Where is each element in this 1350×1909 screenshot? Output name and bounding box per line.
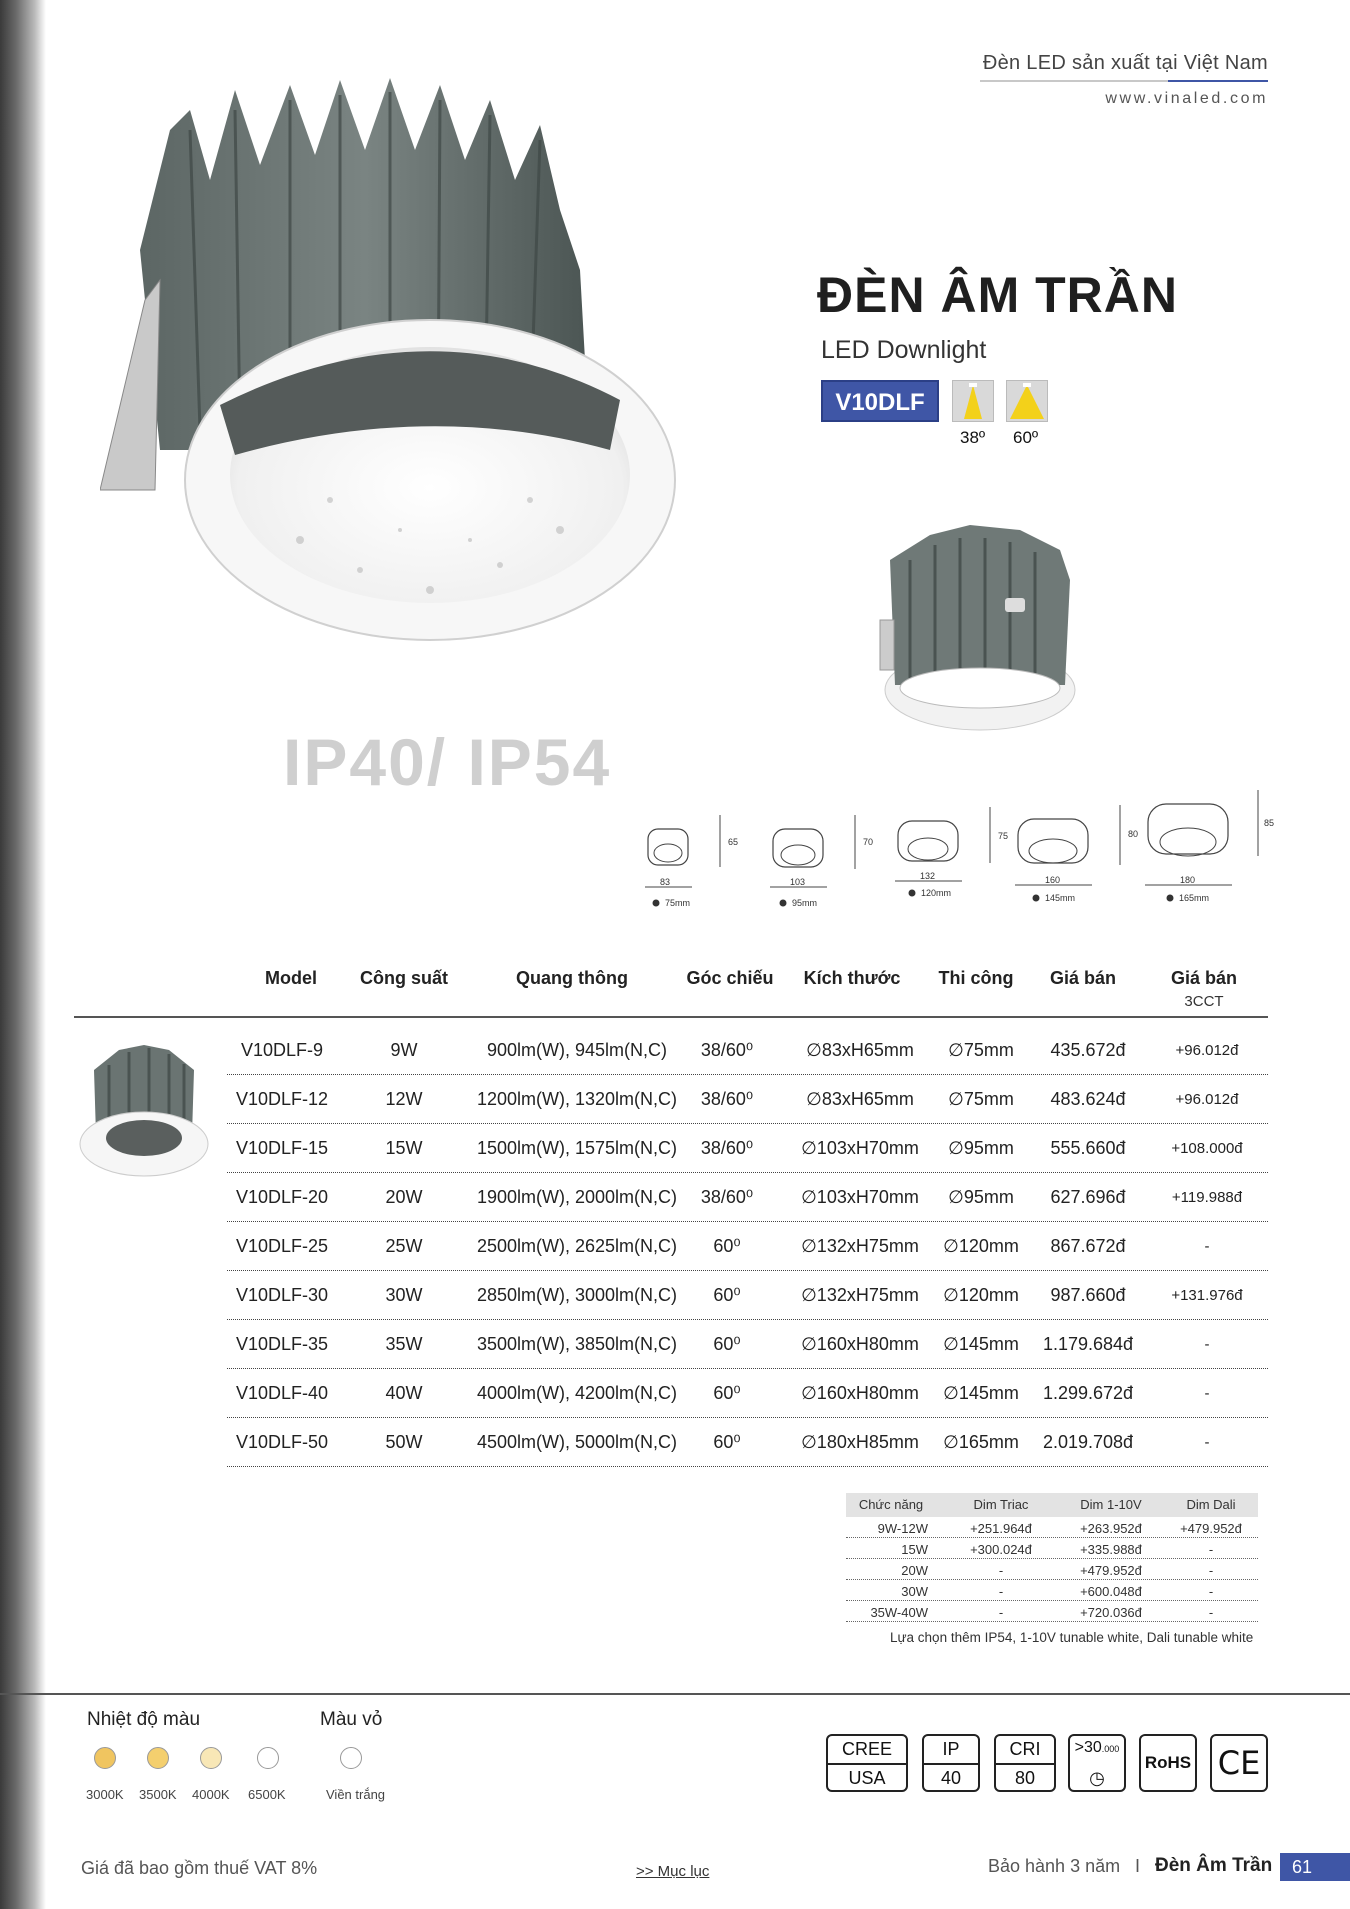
ce-badge: CE — [1210, 1734, 1268, 1792]
dimension-drawing — [770, 815, 873, 908]
table-row: V10DLF-15 15W 1500lm(W), 1575lm(N,C) 38/60⁰ ∅103xH70mm ∅95mm 555.660đ +108.000đ — [227, 1124, 1268, 1173]
color-temp-label: Nhiệt độ màu — [87, 1709, 201, 1730]
dim-height: 75 — [998, 831, 1009, 841]
dim-width: 103 — [790, 877, 806, 887]
color-temp-option: 4000K — [192, 1787, 230, 1802]
table-row: 35W-40W - +720.036đ - — [846, 1601, 1258, 1622]
table-row: V10DLF-12 12W 1200lm(W), 1320lm(N,C) 38/60⁰ ∅83xH65mm ∅75mm 483.624đ +96.012đ — [227, 1075, 1268, 1124]
color-temp-swatch — [200, 1747, 222, 1769]
col-header-3cct-sub: 3CCT — [1184, 993, 1224, 1010]
footer-divider — [0, 1693, 1350, 1695]
table-row: 9W-12W +251.964đ +263.952đ +479.952đ — [846, 1517, 1258, 1538]
beam-60-icon — [1006, 380, 1048, 422]
dim-cutout: 145mm — [1045, 893, 1076, 903]
dimming-table — [846, 1493, 1258, 1622]
col-header-price: Giá bán — [1049, 968, 1116, 988]
col-header-beam: Góc chiếu — [686, 968, 774, 988]
model-badge: V10DLF — [821, 380, 939, 422]
downlight-hero-image — [100, 70, 720, 700]
page-edge-gradient — [0, 0, 46, 1909]
col-header-price-3cct: Giá bán — [1170, 968, 1237, 988]
table-row: V10DLF-35 35W 3500lm(W), 3850lm(N,C) 60⁰ ∅160xH80mm ∅145mm 1.179.684đ - — [227, 1320, 1268, 1369]
dimension-drawing — [895, 807, 1008, 898]
dim-cutout: 75mm — [665, 898, 691, 908]
cree-badge: CREE USA — [826, 1734, 908, 1792]
dimension-drawings — [640, 775, 1280, 915]
table-row: 15W +300.024đ +335.988đ - — [846, 1538, 1258, 1559]
dim-width: 160 — [1045, 875, 1061, 885]
table-row: 20W - +479.952đ - — [846, 1559, 1258, 1580]
dimming-table-header: Chức năng Dim Triac Dim 1-10V Dim Dali — [846, 1493, 1258, 1517]
product-title: ĐÈN ÂM TRẦN — [817, 267, 1178, 323]
dim-height: 70 — [863, 837, 874, 847]
color-temp-swatch — [147, 1747, 169, 1769]
table-row: V10DLF-25 25W 2500lm(W), 2625lm(N,C) 60⁰ ∅132xH75mm ∅120mm 867.672đ - — [227, 1222, 1268, 1271]
dim-height: 65 — [728, 837, 739, 847]
vat-note: Giá đã bao gồm thuế VAT 8% — [81, 1858, 318, 1878]
dim-height: 80 — [1128, 829, 1139, 839]
color-temp-option: 6500K — [248, 1787, 286, 1802]
col-header-size: Kích thước — [803, 968, 901, 988]
col-header-model: Model — [265, 968, 317, 988]
color-temp-option: 3000K — [86, 1787, 124, 1802]
table-row: 30W - +600.048đ - — [846, 1580, 1258, 1601]
housing-color-option: Viền trắng — [326, 1787, 386, 1802]
page-number: 61 — [1280, 1853, 1350, 1881]
dim-cutout: 165mm — [1179, 893, 1210, 903]
housing-color-swatch — [340, 1747, 362, 1769]
rohs-badge: RoHS — [1139, 1734, 1197, 1792]
col-header-power: Công suất — [360, 968, 448, 988]
table-row: V10DLF-50 50W 4500lm(W), 5000lm(N,C) 60⁰ ∅180xH85mm ∅165mm 2.019.708đ - — [227, 1418, 1268, 1467]
product-subtitle: LED Downlight — [821, 336, 987, 364]
beam-38-icon — [952, 380, 994, 422]
color-temp-swatch — [257, 1747, 279, 1769]
ip-badge: IP 40 — [922, 1734, 980, 1792]
dimming-note: Lựa chọn thêm IP54, 1-10V tunable white, Dali tunable white — [890, 1630, 1254, 1645]
category-name: Đèn Âm Trần — [1155, 1855, 1273, 1876]
dimension-drawing — [645, 815, 738, 908]
dim-cutout: 120mm — [921, 888, 952, 898]
table-header-rule — [74, 1016, 1268, 1018]
table-row: V10DLF-40 40W 4000lm(W), 4200lm(N,C) 60⁰ ∅160xH80mm ∅145mm 1.299.672đ - — [227, 1369, 1268, 1418]
product-thumbnail — [74, 1040, 214, 1180]
cri-badge: CRI 80 — [994, 1734, 1056, 1792]
dimension-drawing — [1145, 790, 1274, 903]
brand-tagline: Đèn LED sản xuất tại Việt Nam — [982, 52, 1268, 74]
housing-color-label: Màu vỏ — [320, 1709, 383, 1730]
ip-rating-watermark: IP40/ IP54 — [283, 725, 612, 799]
color-temp-option: 3500K — [139, 1787, 177, 1802]
dim-width: 132 — [920, 871, 936, 881]
beam-angle-label: 60º — [1013, 428, 1039, 447]
downlight-side-image — [870, 520, 1090, 740]
color-temp-swatch — [94, 1747, 116, 1769]
dim-height: 85 — [1264, 818, 1275, 828]
col-header-cutout: Thi công — [938, 968, 1014, 988]
warranty-note: Bảo hành 3 năm — [988, 1856, 1121, 1876]
col-header-lumen: Quang thông — [516, 968, 628, 988]
table-row: V10DLF-30 30W 2850lm(W), 3000lm(N,C) 60⁰ ∅132xH75mm ∅120mm 987.660đ +131.976đ — [227, 1271, 1268, 1320]
clock-icon: ◷ — [1089, 1768, 1105, 1788]
table-row: V10DLF-20 20W 1900lm(W), 2000lm(N,C) 38/60⁰ ∅103xH70mm ∅95mm 627.696đ +119.988đ — [227, 1173, 1268, 1222]
lifetime-badge: >30.000 ◷ — [1068, 1734, 1126, 1792]
brand-website: www.vinaled.com — [1105, 90, 1268, 107]
dim-width: 180 — [1180, 875, 1196, 885]
brand-divider — [980, 80, 1268, 82]
dimension-drawing — [1015, 805, 1138, 903]
dim-width: 83 — [660, 877, 671, 887]
beam-angle-label: 38º — [960, 428, 986, 447]
dim-cutout: 95mm — [792, 898, 818, 908]
footer-separator: I — [1135, 1856, 1141, 1876]
table-of-contents-link[interactable]: >> Mục lục — [636, 1863, 710, 1880]
table-row: V10DLF-9 9W 900lm(W), 945lm(N,C) 38/60⁰ ∅83xH65mm ∅75mm 435.672đ +96.012đ — [227, 1026, 1268, 1075]
